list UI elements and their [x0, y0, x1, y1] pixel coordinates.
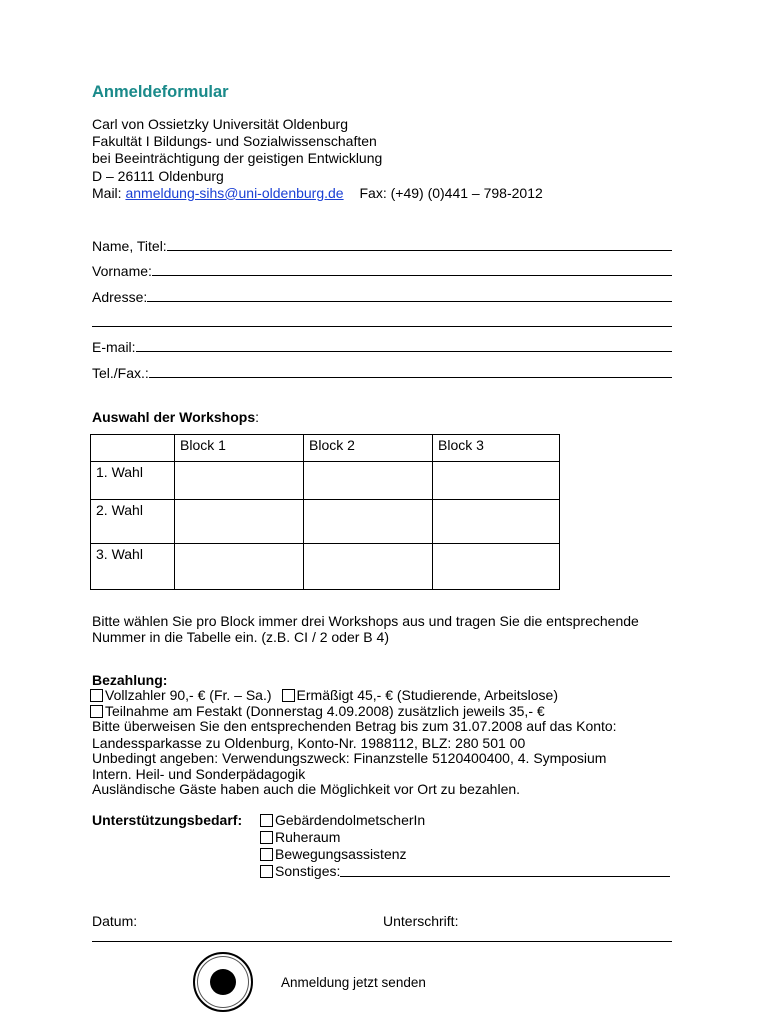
support-option-rest-room[interactable]	[260, 829, 680, 846]
full-fee-label: Vollzahler 90,- € (Fr. – Sa.)	[105, 687, 272, 704]
full-fee-checkbox[interactable]	[90, 689, 103, 702]
row-label-choice-1: 1. Wahl	[91, 462, 175, 500]
date-signature-line[interactable]	[92, 941, 672, 942]
workshops-heading-text: Auswahl der Workshops	[92, 409, 256, 425]
cell-choice-2-block-3[interactable]	[433, 500, 560, 544]
bank-details: Landessparkasse zu Oldenburg, Konto-Nr. 1988112, BLZ: 280 501 00	[92, 735, 526, 752]
transfer-instruction: Bitte überweisen Sie den entsprechenden Betrag bis zum 31.07.2008 auf das Konto:	[92, 717, 617, 734]
support-label: Unterstützungsbedarf:	[92, 812, 243, 828]
firstname-label: Vorname:	[92, 263, 152, 279]
send-registration-button[interactable]	[193, 952, 253, 1012]
cell-choice-3-block-1[interactable]	[175, 544, 304, 590]
payment-purpose-line-2: Intern. Heil- und Sonderpädagogik	[92, 765, 306, 782]
mail-link[interactable]: anmeldung-sihs@uni-oldenburg.de	[125, 184, 344, 201]
table-header-row	[91, 435, 560, 462]
cell-choice-1-block-3[interactable]	[433, 462, 560, 500]
email-field[interactable]	[92, 335, 672, 355]
cell-choice-3-block-3[interactable]	[433, 544, 560, 590]
table-row	[91, 544, 560, 590]
payment-heading: Bezahlung:	[92, 672, 168, 688]
record-dot-icon	[210, 969, 236, 995]
table-row	[91, 462, 560, 500]
address-field[interactable]	[92, 285, 672, 305]
row-label-choice-3: 3. Wahl	[91, 544, 175, 590]
workshops-heading	[92, 409, 259, 425]
other-label: Sonstiges:	[275, 863, 341, 880]
address-line-department: bei Beeinträchtigung der geistigen Entwicklung	[92, 150, 383, 167]
phone-fax-label: Tel./Fax.:	[92, 365, 149, 381]
fax-number: Fax: (+49) (0)441 – 798-2012	[359, 184, 543, 201]
name-label: Name, Titel:	[92, 238, 167, 254]
table-header-block-2: Block 2	[304, 435, 433, 462]
cell-choice-1-block-1[interactable]	[175, 462, 304, 500]
support-option-interpreter[interactable]	[260, 812, 680, 829]
email-line[interactable]	[136, 349, 672, 352]
festakt-row	[90, 704, 690, 719]
firstname-field[interactable]	[92, 259, 672, 279]
interpreter-label: GebärdendolmetscherIn	[275, 812, 426, 829]
festakt-label: Teilnahme am Festakt (Donnerstag 4.09.2008) zusätzlich jeweils 35,- €	[105, 702, 545, 719]
cell-choice-2-block-1[interactable]	[175, 500, 304, 544]
date-label: Datum:	[92, 913, 138, 929]
reduced-fee-checkbox[interactable]	[282, 689, 295, 702]
name-field[interactable]	[92, 234, 672, 254]
firstname-line[interactable]	[152, 273, 672, 276]
table-row	[91, 500, 560, 544]
workshop-table	[90, 434, 560, 590]
cell-choice-1-block-2[interactable]	[304, 462, 433, 500]
mail-label: Mail:	[92, 184, 126, 201]
rest-room-checkbox[interactable]	[260, 831, 273, 844]
form-title: Anmeldeformular	[92, 83, 229, 101]
send-registration-label: Anmeldung jetzt senden	[281, 975, 426, 990]
phone-fax-field[interactable]	[92, 361, 672, 381]
address-line[interactable]	[147, 299, 672, 302]
table-header-block-3: Block 3	[433, 435, 560, 462]
row-label-choice-2: 2. Wahl	[91, 500, 175, 544]
table-header-block-1: Block 1	[175, 435, 304, 462]
cell-choice-3-block-2[interactable]	[304, 544, 433, 590]
address-extra-line[interactable]	[92, 324, 672, 327]
payment-purpose-line-1: Unbedingt angeben: Verwendungszweck: Finanzstelle 5120400400, 4. Symposium	[92, 750, 607, 767]
cell-choice-2-block-2[interactable]	[304, 500, 433, 544]
contact-line	[92, 185, 543, 202]
address-extra-field[interactable]	[92, 310, 672, 330]
phone-fax-line[interactable]	[149, 375, 672, 378]
support-option-mobility[interactable]	[260, 846, 680, 863]
mobility-checkbox[interactable]	[260, 848, 273, 861]
payment-options-row	[90, 688, 690, 703]
workshop-instruction: Bitte wählen Sie pro Block immer drei Workshops aus und tragen Sie die entsprechende Nummer in die Tabelle ein. (z.B. CI / 2 oder B 4)	[92, 613, 639, 645]
signature-label: Unterschrift:	[383, 913, 459, 929]
address-line-university: Carl von Ossietzky Universität Oldenburg	[92, 116, 348, 132]
festakt-checkbox[interactable]	[90, 705, 103, 718]
foreign-guests-note: Ausländische Gäste haben auch die Möglichkeit vor Ort zu bezahlen.	[92, 781, 521, 798]
address-label: Adresse:	[92, 289, 148, 305]
table-header-corner	[91, 435, 175, 462]
name-line[interactable]	[167, 248, 672, 251]
email-label: E-mail:	[92, 339, 136, 355]
interpreter-checkbox[interactable]	[260, 814, 273, 827]
rest-room-label: Ruheraum	[275, 829, 341, 846]
reduced-fee-label: Ermäßigt 45,- € (Studierende, Arbeitslose)	[296, 687, 558, 704]
address-block	[92, 116, 543, 202]
payment-section	[90, 673, 690, 797]
support-options	[260, 812, 680, 880]
mobility-label: Bewegungsassistenz	[275, 846, 407, 863]
other-checkbox[interactable]	[260, 865, 273, 878]
workshops-heading-colon: :	[255, 409, 259, 425]
address-line-city: D – 26111 Oldenburg	[92, 167, 224, 184]
other-line[interactable]	[340, 866, 670, 877]
address-line-faculty: Fakultät I Bildungs- und Sozialwissenschaften	[92, 133, 377, 150]
support-option-other[interactable]	[260, 863, 670, 880]
